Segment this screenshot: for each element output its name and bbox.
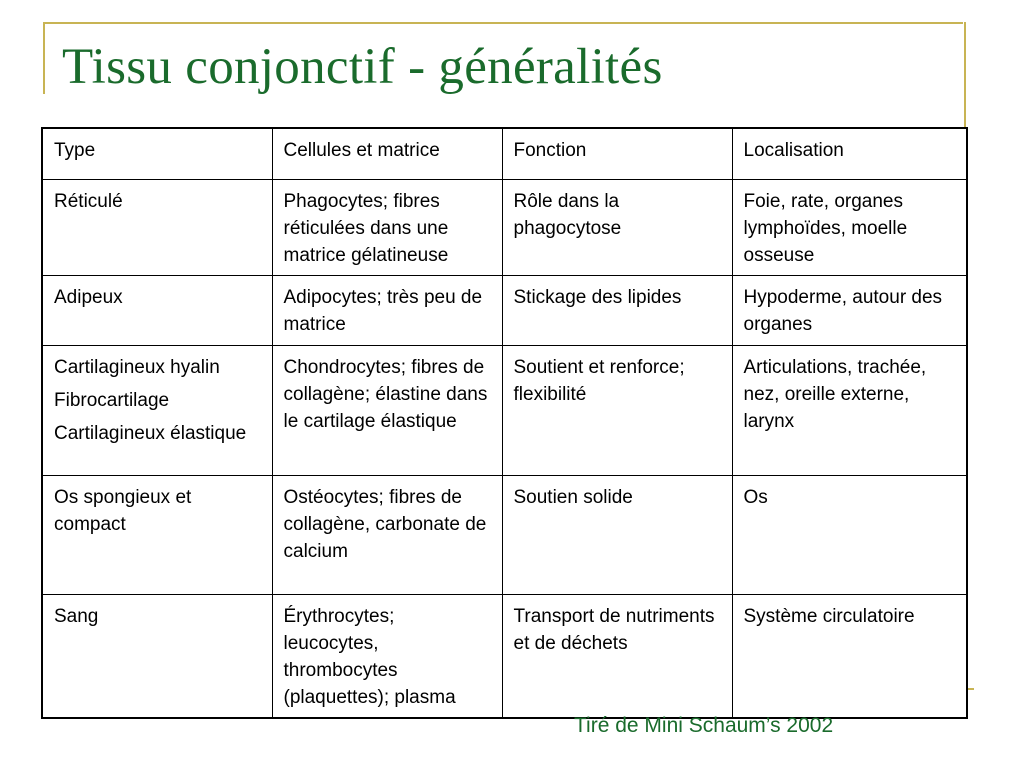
table-row [42, 345, 967, 475]
cell-function: Rôle dans la phagocytose [502, 179, 732, 275]
cell-function: Soutient et renforce; flexibilité [502, 345, 732, 475]
cell-cells: Ostéocytes; fibres de collagène, carbonate de calcium [272, 475, 502, 594]
cell-type: Réticulé [42, 179, 272, 275]
table-row [42, 179, 967, 275]
cell-type-sub: Fibrocartilage [54, 389, 170, 411]
cell-type: Os spongieux et compact [42, 475, 272, 594]
cell-cells: Érythrocytes; leucocytes, thrombocytes (plaquettes); plasma [272, 594, 502, 718]
cell-function: Transport de nutriments et de déchets [502, 594, 732, 718]
table-row [42, 275, 967, 345]
cell-location: Foie, rate, organes lymphoïdes, moelle osseuse [732, 179, 967, 275]
cell-location: Hypoderme, autour des organes [732, 275, 967, 345]
decorative-top-line [43, 22, 963, 24]
cell-type [42, 345, 272, 475]
cell-location: Os [732, 475, 967, 594]
cell-location: Système circulatoire [732, 594, 967, 718]
table-row [42, 475, 967, 594]
header-type: Type [42, 128, 272, 179]
header-cells: Cellules et matrice [272, 128, 502, 179]
table-header-row [42, 128, 967, 179]
cell-cells: Adipocytes; très peu de matrice [272, 275, 502, 345]
slide-title: Tissu conjonctif - généralités [62, 39, 663, 95]
cell-type-sub: Cartilagineux hyalin [54, 356, 220, 378]
tissue-table [41, 127, 968, 719]
cell-cells: Chondrocytes; fibres de collagène; élastine dans le cartilage élastique [272, 345, 502, 475]
cell-type: Adipeux [42, 275, 272, 345]
cell-type-sub: Cartilagineux élastique [54, 422, 247, 444]
cell-function: Soutien solide [502, 475, 732, 594]
cell-function: Stickage des lipides [502, 275, 732, 345]
header-function: Fonction [502, 128, 732, 179]
source-caption: Tiré de Mini Schaum’s 2002 [574, 714, 834, 737]
cell-type: Sang [42, 594, 272, 718]
cell-location: Articulations, trachée, nez, oreille externe, larynx [732, 345, 967, 475]
cell-cells: Phagocytes; fibres réticulées dans une matrice gélatineuse [272, 179, 502, 275]
table-row [42, 594, 967, 718]
header-location: Localisation [732, 128, 967, 179]
decorative-left-line [43, 22, 45, 94]
